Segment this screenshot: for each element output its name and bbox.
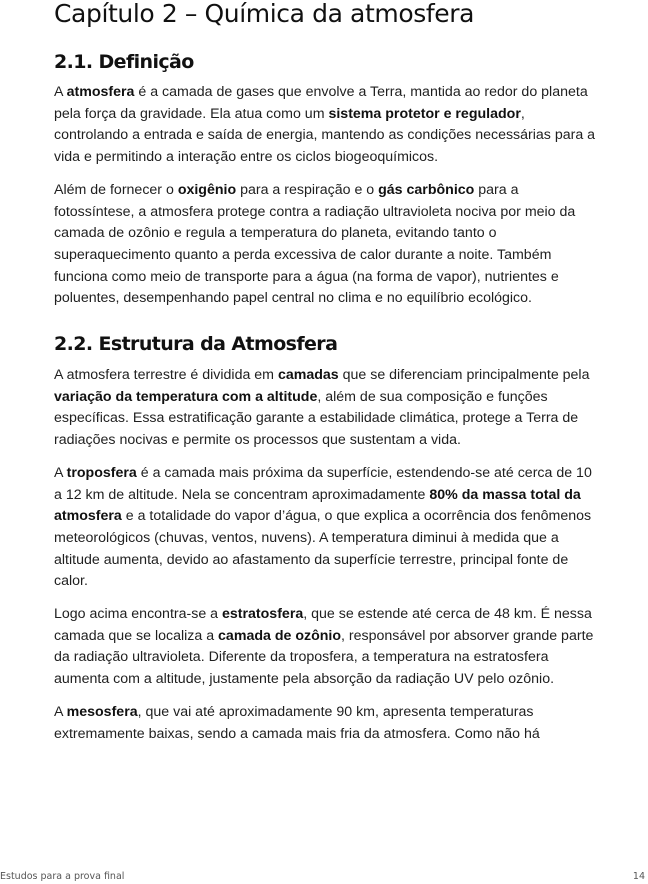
- emphasized-term: sistema protetor e regulador: [328, 105, 521, 122]
- page-footer: [0, 871, 648, 884]
- emphasized-term: gás carbônico: [378, 181, 475, 198]
- emphasized-term: variação da temperatura com a altitude: [54, 388, 318, 405]
- footer-title: Estudos para a prova final: [0, 871, 125, 882]
- emphasized-term: atmosfera: [66, 84, 135, 100]
- paragraph: Além de fornecer o oxigênio para a respiração e o gás carbônico para a fotossíntese, a atmosfera protege contra a radiação ultravioleta nociva por meio da camada de ozônio e regula a temperatura do planeta, evitando tanto o superaquecimento quanto a perda excessiva de calor durante a noite. Também funciona como meio de transporte para a água (na forma de vapor), nutrientes e poluentes, desempenhando papel central no clima e no equilíbrio ecológico.: [54, 181, 576, 307]
- emphasized-term: 80% da massa total da atmosfera: [54, 486, 581, 525]
- emphasized-term: oxigênio: [177, 181, 237, 198]
- section-heading-estrutura: 2.2. Estrutura da Atmosfera: [54, 333, 338, 356]
- emphasized-term: camada de ozônio: [218, 627, 342, 644]
- paragraph: A atmosfera terrestre é dividida em camadas que se diferenciam principalmente pela variação da temperatura com a altitude, além de sua composição e funções específicas. Essa estratificação garante a estabilidade climática, protege a Terra de radiações nocivas e permite os processos que sustentam a vida.: [54, 367, 590, 449]
- page-number: 14: [632, 871, 645, 882]
- emphasized-term: troposfera: [66, 464, 137, 481]
- section-heading-definicao: 2.1. Definição: [54, 51, 194, 73]
- emphasized-term: camadas: [277, 367, 339, 384]
- paragraph: A mesosfera, que vai até aproximadamente 90 km, apresenta temperaturas extremamente baixas, sendo a camada mais fria da atmosfera. Como não há: [54, 703, 540, 742]
- paragraph: Logo acima encontra-se a estratosfera, que se estende até cerca de 48 km. É nessa camada que se localiza a camada de ozônio, responsável por absorver grande parte da radiação ultravioleta. Diferente da troposfera, a temperatura na estratosfera aumenta com a altitude, justamente pela absorção da radiação UV pelo ozônio.: [54, 606, 594, 688]
- paragraph: A atmosfera é a camada de gases que envolve a Terra, mantida ao redor do planeta pela força da gravidade. Ela atua como um sistema protetor e regulador, controlando a entrada e saída de energia, mantendo as condições necessárias para a vida e permitindo a interação entre os ciclos biogeoquímicos.: [54, 84, 596, 166]
- chapter-title: Capítulo 2 – Química da atmosfera: [54, 0, 475, 28]
- emphasized-term: estratosfera: [222, 606, 304, 623]
- emphasized-term: mesosfera: [66, 703, 138, 720]
- document-page: [54, 0, 602, 745]
- paragraph: A troposfera é a camada mais próxima da superfície, estendendo-se até cerca de 10 a 12 km de altitude. Nela se concentram aproximadamente 80% da massa total da atmosfera e a totalidade do vapor d’água, o que explica a ocorrência dos fenômenos meteorológicos (chuvas, ventos, nuvens). A temperatura diminui à medida que a altitude aumenta, devido ao afastamento da superfície terrestre, principal fonte de calor.: [54, 464, 592, 590]
